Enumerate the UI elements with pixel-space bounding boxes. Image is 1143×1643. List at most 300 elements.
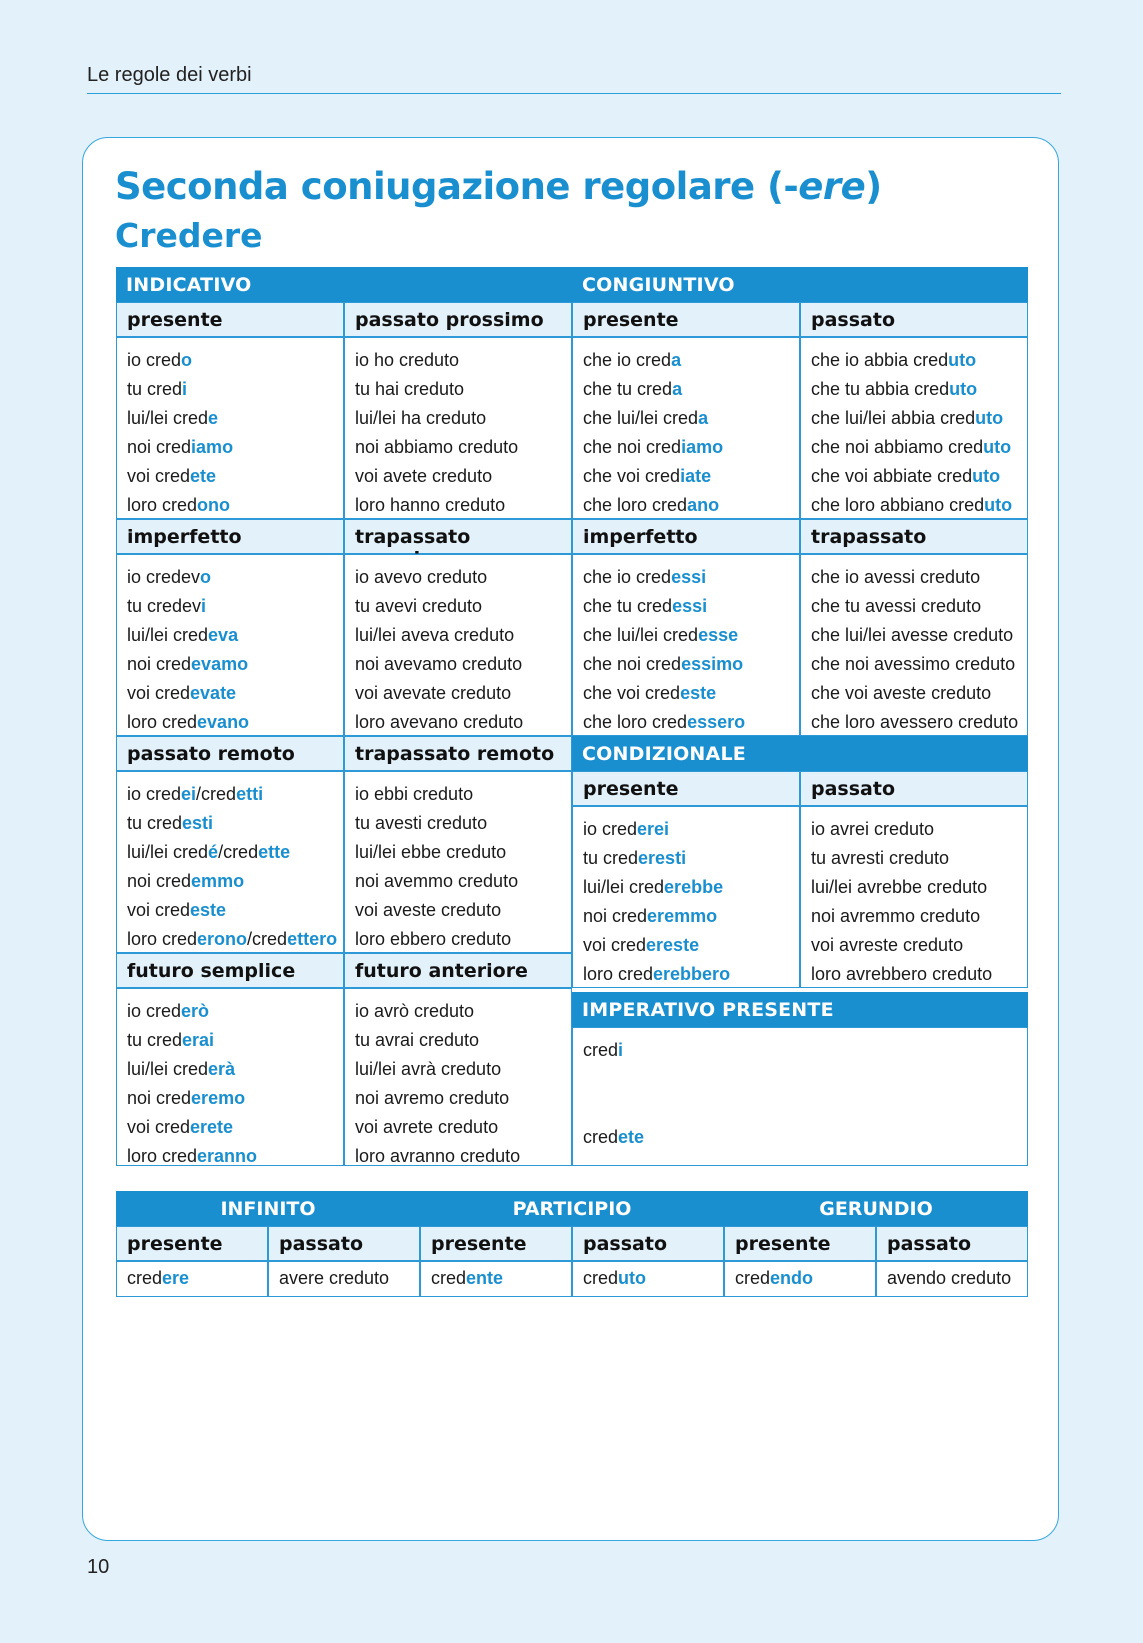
ending: uto [949, 379, 978, 399]
verb-form [583, 592, 799, 621]
stem: noi cred [583, 906, 648, 926]
tense-header-ind-imperfetto: imperfetto [116, 519, 344, 554]
ending: erà [208, 1059, 236, 1079]
ending: i [201, 596, 207, 616]
verb-form [127, 780, 343, 809]
stem: io cred [127, 350, 182, 370]
ending: a [698, 408, 709, 428]
forms-ind-trapassato-remoto [344, 771, 572, 953]
tense-header-ind-trapassato-prossimo: trapassato [344, 519, 572, 554]
stem: avere creduto [279, 1268, 390, 1288]
verb-form [583, 621, 799, 650]
ending: evano [197, 712, 250, 732]
verb-form [583, 491, 799, 520]
verb-form [355, 867, 571, 896]
tense-header-ind-presente: presente [116, 302, 344, 337]
verb-form [127, 563, 343, 592]
stem: tu avrai creduto [355, 1030, 480, 1050]
stem: loro avrebbero creduto [811, 964, 993, 984]
forms-ind-futuro-semplice [116, 988, 344, 1166]
tense-header-cong-presente: presente [572, 302, 800, 337]
verb-form [127, 650, 343, 679]
stem: voi avevate creduto [355, 683, 512, 703]
ending: essi [671, 567, 707, 587]
verb-form [127, 1113, 343, 1142]
ending: uto [972, 466, 1001, 486]
verb-form [355, 838, 571, 867]
verb-form [127, 1055, 343, 1084]
tense-header-ind-futuro-anteriore: futuro anteriore [344, 953, 572, 988]
stem: che tu cred [583, 596, 673, 616]
verb-form [583, 462, 799, 491]
verb-form [355, 896, 571, 925]
section-condizionale: CONDIZIONALE [572, 736, 1028, 771]
ending: eva [208, 625, 239, 645]
stem: che loro cred [583, 495, 688, 515]
verb-form [811, 462, 1027, 491]
verb-form [355, 1084, 571, 1113]
ending: ete [618, 1127, 645, 1147]
verb-form [127, 433, 343, 462]
verb-form [127, 1084, 343, 1113]
stem: lui/lei ebbe creduto [355, 842, 507, 862]
stem: tu cred [583, 848, 639, 868]
verb-form [583, 1094, 1027, 1123]
header-participio-passato: passato [572, 1226, 724, 1261]
stem: loro cred [127, 495, 198, 515]
stem: tu cred [127, 813, 183, 833]
ending: emmo [191, 871, 245, 891]
verb-form [583, 708, 799, 737]
stem: /cred [196, 784, 237, 804]
ending: esse [698, 625, 739, 645]
verb-form [583, 1065, 1027, 1094]
ending: essero [687, 712, 746, 732]
forms-cong-trapassato [800, 554, 1028, 736]
section-imperativo: IMPERATIVO PRESENTE [572, 992, 1028, 1027]
verb-form [355, 1026, 571, 1055]
verb-form [583, 433, 799, 462]
stem: io avrei creduto [811, 819, 935, 839]
ending: erei [637, 819, 670, 839]
stem: cred [735, 1268, 771, 1288]
verb-form [811, 679, 1027, 708]
forms-cong-passato [800, 337, 1028, 519]
verb-form [355, 1113, 571, 1142]
verb-form [355, 708, 571, 737]
verb-form [355, 997, 571, 1026]
verb-form [811, 433, 1027, 462]
verb-form [887, 1264, 1027, 1293]
verb-form [355, 925, 571, 954]
stem: io credev [127, 567, 201, 587]
stem: tu avesti creduto [355, 813, 488, 833]
verb-form [811, 873, 1027, 902]
section-infinito: INFINITO [116, 1191, 420, 1226]
verb-form [355, 1142, 571, 1171]
verb-form [127, 462, 343, 491]
verb-form [583, 902, 799, 931]
stem: voi cred [127, 1117, 191, 1137]
stem: che io abbia cred [811, 350, 949, 370]
verb-form [127, 867, 343, 896]
stem: lui/lei cred [583, 877, 665, 897]
stem: che io avessi creduto [811, 567, 981, 587]
stem: che loro avessero creduto [811, 712, 1019, 732]
verb-form [355, 809, 571, 838]
verb-form [127, 679, 343, 708]
header-rule [87, 93, 1061, 94]
stem: tu credev [127, 596, 202, 616]
forms-cond-presente [572, 806, 800, 988]
conjugation-grid [116, 267, 1028, 1166]
verb-form [127, 346, 343, 375]
stem: voi cred [583, 935, 647, 955]
stem: che tu avessi creduto [811, 596, 982, 616]
verb-form [811, 592, 1027, 621]
ending: iamo [681, 437, 724, 457]
ending: ono [197, 495, 231, 515]
stem: che tu cred [583, 379, 673, 399]
stem: io avevo creduto [355, 567, 488, 587]
stem: lui/lei aveva creduto [355, 625, 515, 645]
ending: essimo [681, 654, 744, 674]
verb-form [355, 462, 571, 491]
stem: loro cred [583, 964, 654, 984]
verb-form [811, 375, 1027, 404]
stem: io cred [583, 819, 638, 839]
verb-form [127, 896, 343, 925]
verb-form [811, 960, 1027, 989]
ending: uto [975, 408, 1004, 428]
stem: che tu abbia cred [811, 379, 950, 399]
verb-form [127, 925, 343, 954]
ending: i [618, 1040, 624, 1060]
ending: este [680, 683, 717, 703]
verb-form [127, 621, 343, 650]
verb-form [431, 1264, 571, 1293]
stem: lui/lei cred [127, 625, 209, 645]
forms-ind-imperfetto [116, 554, 344, 736]
stem: tu cred [127, 1030, 183, 1050]
ending: a [671, 350, 682, 370]
verb-form [355, 650, 571, 679]
header-participio-presente: presente [420, 1226, 572, 1261]
form-infinito-presente [116, 1261, 268, 1297]
ending: ette [258, 842, 291, 862]
ending: é [208, 842, 219, 862]
ending: uto [618, 1268, 646, 1288]
title-ending: ere [798, 165, 866, 208]
ending: eranno [197, 1146, 258, 1166]
ending: erono [197, 929, 248, 949]
header-infinito-passato: passato [268, 1226, 420, 1261]
verb-form [355, 621, 571, 650]
verb-form [583, 679, 799, 708]
stem: cred [583, 1268, 619, 1288]
verb-form [127, 708, 343, 737]
verb-form [355, 679, 571, 708]
stem: che noi abbiamo cred [811, 437, 984, 457]
verb-form [127, 404, 343, 433]
section-gerundio: GERUNDIO [724, 1191, 1028, 1226]
ending: evamo [191, 654, 249, 674]
verb-form [355, 780, 571, 809]
verb-form [583, 650, 799, 679]
ending: eremo [191, 1088, 246, 1108]
stem: io ebbi creduto [355, 784, 474, 804]
forms-ind-futuro-anteriore [344, 988, 572, 1166]
ending: erai [182, 1030, 215, 1050]
ending: erete [190, 1117, 234, 1137]
stem: cred [127, 1268, 163, 1288]
ending: uto [984, 495, 1013, 515]
stem: che lui/lei cred [583, 625, 699, 645]
verb-form [811, 491, 1027, 520]
stem: che voi cred [583, 466, 681, 486]
form-gerundio-presente [724, 1261, 876, 1297]
ending: ereste [646, 935, 700, 955]
ending: endo [770, 1268, 814, 1288]
forms-ind-passato-prossimo [344, 337, 572, 519]
stem: che lui/lei cred [583, 408, 699, 428]
verb-form [583, 375, 799, 404]
verb-form [355, 491, 571, 520]
forms-ind-trapassato-prossimo [344, 554, 572, 736]
forms-imperativo [572, 1027, 1028, 1166]
verb-form [811, 815, 1027, 844]
verb-form [127, 592, 343, 621]
stem: /cred [218, 842, 259, 862]
form-infinito-passato [268, 1261, 420, 1297]
verb-form [127, 997, 343, 1026]
verb-form [583, 960, 799, 989]
tense-header-cong-imperfetto: imperfetto [572, 519, 800, 554]
verb-form [355, 404, 571, 433]
stem: lui/lei cred [127, 842, 209, 862]
stem: voi avete creduto [355, 466, 493, 486]
stem: che io cred [583, 350, 672, 370]
title-main: Seconda coniugazione regolare (- [115, 165, 799, 208]
verb-name: Credere [115, 216, 263, 255]
stem: che voi aveste creduto [811, 683, 992, 703]
stem: voi avrete creduto [355, 1117, 499, 1137]
stem: che lui/lei abbia cred [811, 408, 976, 428]
ending: ettero [287, 929, 338, 949]
verb-form [735, 1264, 875, 1293]
tense-header-ind-trapassato-remoto: trapassato remoto [344, 736, 572, 771]
stem: loro ebbero creduto [355, 929, 512, 949]
tense-header-cong-trapassato: trapassato [800, 519, 1028, 554]
stem: cred [583, 1040, 619, 1060]
ending: esti [182, 813, 214, 833]
section-participio: PARTICIPIO [420, 1191, 724, 1226]
stem: loro cred [127, 1146, 198, 1166]
stem: lui/lei cred [127, 1059, 209, 1079]
stem: che loro abbiano cred [811, 495, 985, 515]
verb-form [583, 563, 799, 592]
ending: evate [190, 683, 237, 703]
stem: che io cred [583, 567, 672, 587]
stem: noi avemmo creduto [355, 871, 519, 891]
verb-form [811, 931, 1027, 960]
ending: ano [687, 495, 720, 515]
ending: i [182, 379, 188, 399]
form-participio-passato [572, 1261, 724, 1297]
forms-cong-imperfetto [572, 554, 800, 736]
verb-form [583, 1264, 723, 1293]
stem: tu hai creduto [355, 379, 465, 399]
ending: o [200, 567, 212, 587]
verb-form [127, 375, 343, 404]
stem: lui/lei avrebbe creduto [811, 877, 988, 897]
section-congiuntivo: CONGIUNTIVO [572, 267, 1028, 302]
stem: tu cred [127, 379, 183, 399]
stem: noi avremmo creduto [811, 906, 981, 926]
header-infinito-presente: presente [116, 1226, 268, 1261]
stem: loro hanno creduto [355, 495, 506, 515]
forms-cond-passato [800, 806, 1028, 988]
running-head: Le regole dei verbi [87, 64, 252, 86]
ending: este [190, 900, 227, 920]
stem: loro cred [127, 712, 198, 732]
stem: voi cred [127, 900, 191, 920]
stem: avendo creduto [887, 1268, 1012, 1288]
verb-form [127, 1026, 343, 1055]
stem: che voi cred [583, 683, 681, 703]
ending: iamo [191, 437, 234, 457]
title-close: ) [865, 165, 882, 208]
ending: iate [680, 466, 712, 486]
stem: lui/lei avrà creduto [355, 1059, 502, 1079]
ending: erebbe [664, 877, 724, 897]
verb-form [583, 404, 799, 433]
stem: loro avevano creduto [355, 712, 524, 732]
verb-form [811, 404, 1027, 433]
form-gerundio-passato [876, 1261, 1028, 1297]
ending: etti [236, 784, 264, 804]
ending: essi [672, 596, 708, 616]
verb-form [811, 621, 1027, 650]
verb-form [583, 931, 799, 960]
verb-form [583, 346, 799, 375]
verb-form [127, 1142, 343, 1171]
stem: io cred [127, 1001, 182, 1021]
verb-form [811, 902, 1027, 931]
stem: io ho creduto [355, 350, 460, 370]
tense-header-cong-passato: passato [800, 302, 1028, 337]
verb-form [811, 563, 1027, 592]
verb-form [127, 491, 343, 520]
tense-header-cond-passato: passato [800, 771, 1028, 806]
stem: tu avresti creduto [811, 848, 950, 868]
ending: e [208, 408, 219, 428]
stem: cred [431, 1268, 467, 1288]
tense-header-ind-passato-remoto: passato remoto [116, 736, 344, 771]
ending: a [672, 379, 683, 399]
verb-form [583, 844, 799, 873]
ending: erebbero [653, 964, 731, 984]
ending: uto [983, 437, 1012, 457]
stem: che noi avessimo creduto [811, 654, 1016, 674]
tense-header-cond-presente: presente [572, 771, 800, 806]
ending: ente [466, 1268, 504, 1288]
verb-form [279, 1264, 419, 1293]
page-number: 10 [87, 1556, 110, 1578]
stem: noi avevamo creduto [355, 654, 523, 674]
ending: o [181, 350, 193, 370]
ending: ere [162, 1268, 190, 1288]
nominal-forms-table [116, 1191, 1028, 1297]
forms-ind-presente [116, 337, 344, 519]
ending: eremmo [647, 906, 718, 926]
verb-form [127, 838, 343, 867]
verb-form [355, 1055, 571, 1084]
stem: che noi cred [583, 654, 682, 674]
verb-form [355, 375, 571, 404]
page-title [115, 164, 882, 210]
verb-form [583, 1123, 1027, 1152]
stem: che lui/lei avesse creduto [811, 625, 1014, 645]
stem: che noi cred [583, 437, 682, 457]
verb-form [811, 844, 1027, 873]
stem: cred [583, 1127, 619, 1147]
verb-form [583, 873, 799, 902]
stem: voi cred [127, 683, 191, 703]
section-indicativo: INDICATIVO [116, 267, 572, 302]
verb-form [583, 815, 799, 844]
stem: voi cred [127, 466, 191, 486]
forms-cong-presente [572, 337, 800, 519]
verb-form [355, 346, 571, 375]
forms-ind-passato-remoto [116, 771, 344, 953]
stem: io avrò creduto [355, 1001, 475, 1021]
verb-form [127, 1264, 267, 1293]
verb-form [811, 708, 1027, 737]
stem: noi cred [127, 1088, 192, 1108]
verb-form [355, 563, 571, 592]
tense-header-ind-futuro-semplice: futuro semplice [116, 953, 344, 988]
stem: noi cred [127, 871, 192, 891]
stem: io cred [127, 784, 182, 804]
stem: loro cred [127, 929, 198, 949]
form-participio-presente [420, 1261, 572, 1297]
stem: lui/lei ha creduto [355, 408, 487, 428]
stem: che voi abbiate cred [811, 466, 973, 486]
stem: noi abbiamo creduto [355, 437, 519, 457]
stem: /cred [247, 929, 288, 949]
stem: tu avevi creduto [355, 596, 483, 616]
ending: ei [181, 784, 197, 804]
stem: noi cred [127, 654, 192, 674]
stem: che loro cred [583, 712, 688, 732]
ending: erò [181, 1001, 210, 1021]
tense-header-ind-passato-prossimo: passato prossimo [344, 302, 572, 337]
verb-form [355, 433, 571, 462]
verb-form [583, 1036, 1027, 1065]
ending: uto [948, 350, 977, 370]
header-gerundio-passato: passato [876, 1226, 1028, 1261]
stem: voi avreste creduto [811, 935, 964, 955]
verb-form [811, 650, 1027, 679]
verb-form [127, 809, 343, 838]
stem: lui/lei cred [127, 408, 209, 428]
stem: noi avremo creduto [355, 1088, 510, 1108]
verb-form [355, 592, 571, 621]
stem: noi cred [127, 437, 192, 457]
ending: ete [190, 466, 217, 486]
stem: loro avranno creduto [355, 1146, 521, 1166]
